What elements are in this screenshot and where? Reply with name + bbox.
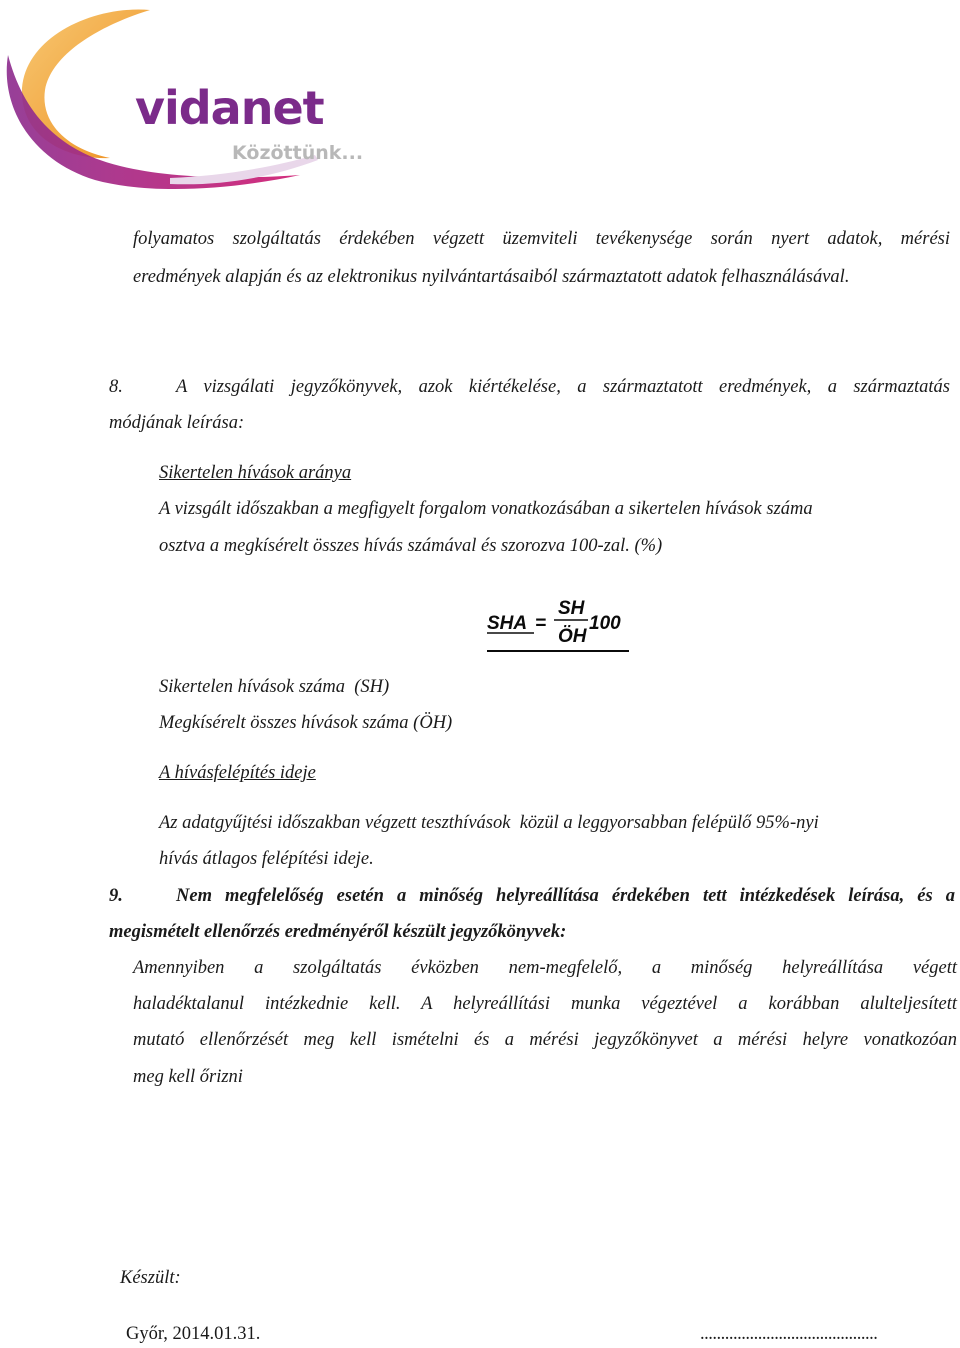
prepared-label: Készült:: [120, 1268, 181, 1288]
setup-heading: A hívásfelépítés ideje: [159, 763, 316, 783]
vidanet-logo: [0, 0, 364, 200]
section-9-body-line-3: mutató ellenőrzését meg kell ismételni és a mérési jegyzőkönyvet a mérési helyre vonatkozóan: [133, 1030, 957, 1050]
signature-line: ...........................................: [700, 1324, 878, 1344]
sha-definition-oh: Megkísérelt összes hívások száma (ÖH): [159, 713, 453, 733]
formula-lhs: SHA: [487, 613, 528, 634]
setup-desc-line-1: Az adatgyűjtési időszakban végzett teszthívások közül a leggyorsabban felépülő 95%-nyi: [159, 813, 819, 833]
formula-numerator: SH: [558, 598, 585, 619]
intro-line-1: folyamatos szolgáltatás érdekében végzett üzemviteli tevékenysége során nyert adatok, mérési: [133, 229, 950, 249]
sha-definition-sh: Sikertelen hívások száma (SH): [159, 677, 390, 697]
formula-denominator: ÖH: [558, 626, 587, 647]
section-9-body-line-2: haladéktalanul intézkednie kell. A helyreállítási munka végeztével a korábban alulteljesített: [133, 994, 957, 1014]
formula-equals: =: [535, 613, 547, 634]
sha-formula: [486, 596, 632, 656]
logo-tagline: Közöttünk...: [232, 142, 364, 164]
intro-line-2: eredmények alapján és az elektronikus nyilvántartásaiból származtatott adatok felhasználásával.: [133, 267, 850, 287]
setup-desc-line-2: hívás átlagos felépítési ideje.: [159, 849, 374, 869]
section-8-title-line-1: A vizsgálati jegyzőkönyvek, azok kiértékelése, a származtatott eredmények, a származtatás: [176, 377, 950, 397]
section-9-body-line-1: Amennyiben a szolgáltatás évközben nem-megfelelő, a minőség helyreállítása végett: [133, 958, 957, 978]
section-9-number: 9.: [109, 886, 123, 906]
section-8-title-line-2: módjának leírása:: [109, 413, 245, 433]
logo-brand: vidanet: [135, 81, 324, 135]
place-date: Győr, 2014.01.31.: [126, 1324, 261, 1344]
formula-multiplier: 100: [589, 613, 621, 634]
section-9-title-line-2: megismételt ellenőrzés eredményéről készült jegyzőkönyvek:: [109, 922, 567, 942]
formula-graphic: [486, 596, 632, 656]
sha-desc-line-1: A vizsgált időszakban a megfigyelt forgalom vonatkozásában a sikertelen hívások száma: [159, 499, 813, 519]
section-8-number: 8.: [109, 377, 123, 397]
section-9-body-line-4: meg kell őrizni: [133, 1067, 243, 1087]
sha-heading: Sikertelen hívások aránya: [159, 463, 352, 483]
sha-desc-line-2: osztva a megkísérelt összes hívás számával és szorozva 100-zal. (%): [159, 536, 663, 556]
section-9-title-line-1: Nem megfelelőség esetén a minőség helyreállítása érdekében tett intézkedések leírása, és a: [176, 886, 955, 906]
